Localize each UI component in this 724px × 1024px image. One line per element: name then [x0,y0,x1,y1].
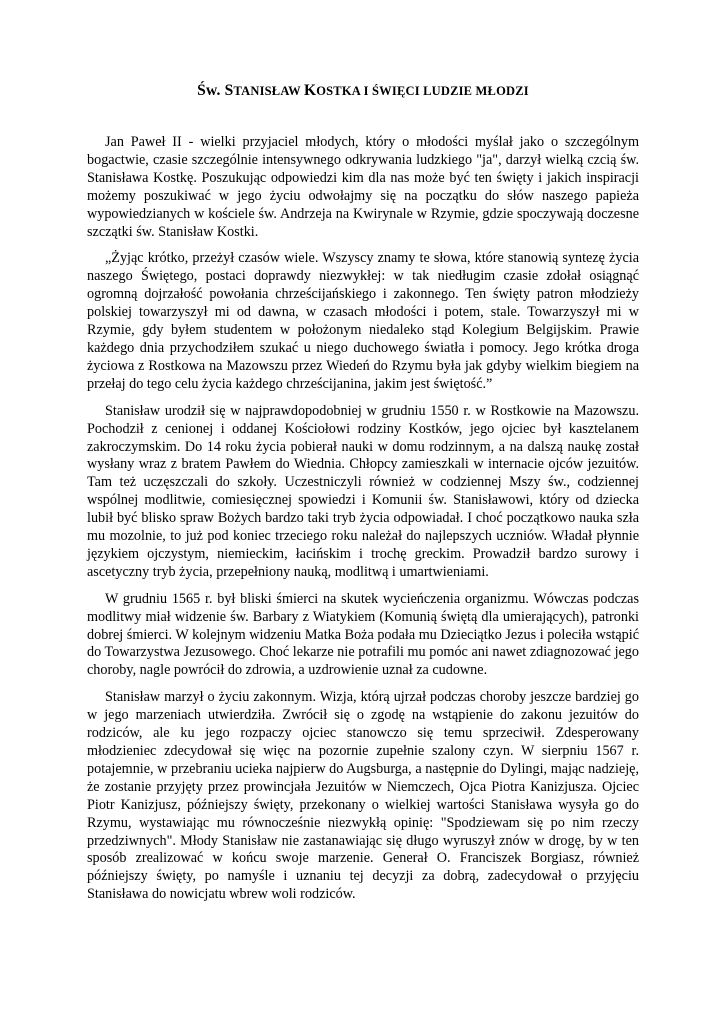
paragraph-4: W grudniu 1565 r. był bliski śmierci na skutek wycieńczenia organizmu. Wówczas podczas modlitwy miał widzenie św. Barbary z Wiatykiem (Komunią świętą dla umierających), patronki dobrej śmierci. W kolejnym widzeniu Matka Boża podała mu Dzieciątko Jezus i poleciła wstąpić do Towarzystwa Jezusowego. Choć lekarze nie potrafili mu pomóc ani nawet zdiagnozować jego choroby, nagle powrócił do zdrowia, a uzdrowienie uznał za cudowne. [87,590,639,679]
document-title [87,82,639,100]
title-part-1-caps: Św. S [197,82,234,99]
document-page [87,82,639,913]
title-part-2-smallcaps: OSTKA I ŚWIĘCI LUDZIE MŁODZI [316,84,529,98]
paragraph-1: Jan Paweł II - wielki przyjaciel młodych, który o młodości myślał jako o szczególnym bogactwie, czasie szczególnie intensywnego odkrywania ludzkiego "ja", darzył wielką czcią św. Stanisława Kostkę. Poszukując odpowiedzi kim dla nas może być ten święty i jakich inspiracji możemy poszukiwać w jego życiu odwołajmy się na początku do słów naszego papieża wypowiedzianych w kościele św. Andrzeja na Kwirynale w Rzymie, gdzie spoczywają doczesne szczątki św. Stanisław Kostki. [87,134,639,240]
paragraph-3: Stanisław urodził się w najprawdopodobniej w grudniu 1550 r. w Rostkowie na Mazowszu. Pochodził z cenionej i oddanej Kościołowi rodziny Kostków, jego ojciec był kasztelanem zakroczymskim. Do 14 roku życia pobierał nauki w domu rodzinnym, a na dalszą naukę został wysłany wraz z bratem Pawłem do Wiednia. Chłopcy zamieszkali w internacie ojców jezuitów. Tam też uczęszczali do szkoły. Uczestniczyli również w codziennej Mszy św., codziennej wspólnej modlitwie, comiesięcznej spowiedzi i Komunii św. Stanisławowi, który od dziecka lubił być blisko spraw Bożych bardzo taki tryb życia odpowiadał. I choć początkowo nauka szła mu mozolnie, to już pod koniec trzeciego roku należał do najlepszych uczniów. Władał płynnie językiem ojczystym, niemieckim, łacińskim i trochę greckim. Prowadził bardzo surowy i ascetyczny tryb życia, przepełniony nauką, modlitwą i umartwieniami. [87,402,639,580]
paragraph-2: „Żyjąc krótko, przeżył czasów wiele. Wszyscy znamy te słowa, które stanowią syntezę życia naszego Świętego, postaci doprawdy niezwykłej: w tak niedługim czasie zdołał osiągnąć ogromną dojrzałość powołania chrześcijańskiego i zakonnego. Ten święty patron młodzieży polskiej towarzyszył mi od dawna, w czasach młodości i potem, stale. Towarzyszył mi w Rzymie, gdy byłem studentem w położonym niedaleko stąd Kolegium Belgijskim. Prawie każdego dnia przychodziłem szukać u niego duchowego światła i pomocy. Jego krótka droga życiowa z Rostkowa na Mazowszu przez Wiedeń do Rzymu była jak gdyby wielkim biegiem na przełaj do tego celu życia każdego chrześcijanina, jakim jest świętość.” [87,250,639,392]
title-part-2-caps: K [303,82,317,99]
paragraph-5: Stanisław marzył o życiu zakonnym. Wizja, którą ujrzał podczas choroby jeszcze bardziej go w jego marzeniach utwierdziła. Zwrócił się o zgodę na wstąpienie do zakonu jezuitów do rodziców, ale ku jego rozpaczy ojciec stanowczo się temu sprzeciwił. Zdesperowany młodzieniec zdecydował się więc na pozornie zupełnie szalony czyn. W sierpniu 1567 r. potajemnie, w przebraniu ucieka najpierw do Augsburga, a następnie do Dylingi, mając nadzieję, że zostanie przyjęty przez prowincjała Jezuitów w Niemczech, Ojca Piotra Kanizjusza. Ojciec Piotr Kanizjusz, późniejszy święty, przekonany o wielkiej wartości Stanisława wysyła go do Rzymu, wystawiając mu równocześnie niezwykłą opinię: "Spodziewam się po nim rzeczy przedziwnych". Młody Stanisław nie zastanawiając się długo wyruszył znów w drogę, by w ten sposób zrealizować w końcu swoje marzenie. Generał O. Franciszek Borgiasz, również późniejszy święty, po namyśle i uznaniu tej decyzji za dobrą, zadecydował o przyjęciu Stanisława do nowicjatu wbrew woli rodziców. [87,689,639,903]
title-part-1-smallcaps: TANISŁAW [233,84,304,98]
